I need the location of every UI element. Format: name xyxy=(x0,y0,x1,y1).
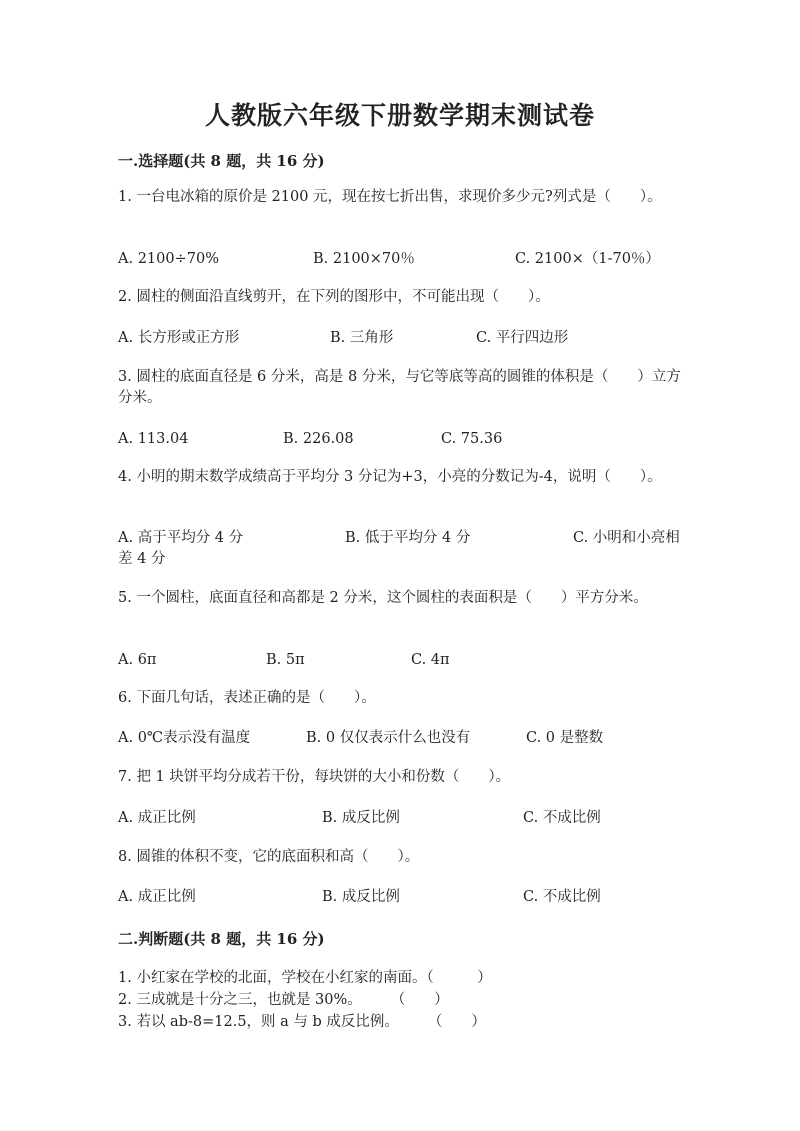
option-a: A. 2100÷70% xyxy=(118,251,219,267)
option-c: C. 不成比例 xyxy=(523,889,601,905)
option-b: B. 三角形 xyxy=(330,330,394,346)
page-title: 人教版六年级下册数学期末测试卷 xyxy=(204,101,595,130)
option-b: B. 成反比例 xyxy=(322,889,400,905)
option-c: C. 不成比例 xyxy=(523,810,601,826)
question-4: 4. 小明的期末数学成绩高于平均分 3 分记为+3，小亮的分数记为-4，说明（ ）。 xyxy=(118,469,662,485)
section-heading-choice: 一.选择题(共 8 题，共 16 分) xyxy=(118,152,325,170)
option-b: B. 0 仅仅表示什么也没有 xyxy=(306,730,471,746)
question-6: 6. 下面几句话，表述正确的是（ ）。 xyxy=(118,690,376,706)
option-c: C. 4π xyxy=(411,652,450,668)
option-c: C. 75.36 xyxy=(441,431,503,447)
option-a: A. 0℃表示没有温度 xyxy=(118,730,251,746)
section-heading-judge: 二.判断题(共 8 题，共 16 分) xyxy=(118,930,325,948)
option-c: C. 2100×（1-70％） xyxy=(515,251,660,267)
question-7: 7. 把 1 块饼平均分成若干份，每块饼的大小和份数（ ）。 xyxy=(118,769,511,785)
question-1: 1. 一台电冰箱的原价是 2100 元，现在按七折出售，求现价多少元?列式是（ ）。 xyxy=(118,189,662,205)
question-5: 5. 一个圆柱，底面直径和高都是 2 分米，这个圆柱的表面积是（ ）平方分米。 xyxy=(118,590,648,606)
option-a: A. 113.04 xyxy=(118,431,189,447)
question-8: 8. 圆锥的体积不变，它的底面积和高（ ）。 xyxy=(118,849,420,865)
judge-item-3: 3. 若以 ab-8=12.5，则 a 与 b 成反比例。 （ ） xyxy=(118,1014,486,1030)
judge-item-1: 1. 小红家在学校的北面，学校在小红家的南面。（ ） xyxy=(118,970,492,986)
question-2: 2. 圆柱的侧面沿直线剪开，在下列的图形中，不可能出现（ ）。 xyxy=(118,289,550,305)
option-a: A. 长方形或正方形 xyxy=(118,330,240,346)
question-3: 3. 圆柱的底面直径是 6 分米，高是 8 分米，与它等底等高的圆锥的体积是（ ）立方分米。 xyxy=(118,369,681,406)
option-b: B. 成反比例 xyxy=(322,810,400,826)
option-a: A. 成正比例 xyxy=(118,810,196,826)
option-a: A. 高于平均分 4 分 xyxy=(118,530,244,546)
option-c: C. 平行四边形 xyxy=(476,330,569,346)
option-a: A. 成正比例 xyxy=(118,889,196,905)
option-c-wrapped: C. 小明和小亮相差 4 分 xyxy=(118,530,680,567)
option-a: A. 6π xyxy=(118,652,157,668)
option-b: B. 226.08 xyxy=(283,431,354,447)
option-b: B. 5π xyxy=(266,652,305,668)
option-c: C. 0 是整数 xyxy=(526,730,604,746)
option-b: B. 2100×70％ xyxy=(313,251,415,267)
option-b: B. 低于平均分 4 分 xyxy=(345,530,471,546)
judge-item-2: 2. 三成就是十分之三，也就是 30%。 （ ） xyxy=(118,992,449,1008)
